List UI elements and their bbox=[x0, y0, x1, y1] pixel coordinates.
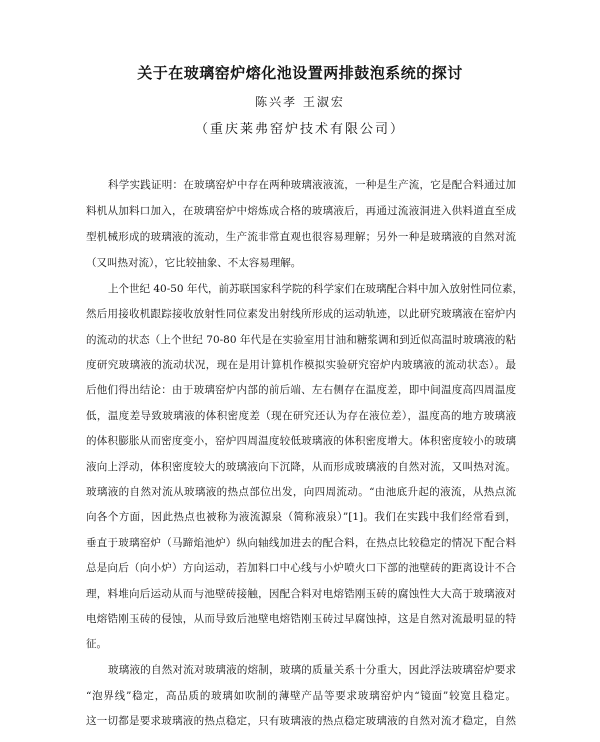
text-line: 的体积膨胀从而密度变小，窑炉四周温度较低玻璃液的体积密度增大。体积密度较小的玻璃 bbox=[86, 435, 516, 447]
page-title: 关于在玻璃窑炉熔化池设置两排鼓泡系统的探讨 bbox=[137, 64, 463, 82]
text-line: 科学实践证明：在玻璃窑炉中存在两种玻璃液液流，一种是生产流，它是配合料通过加 bbox=[108, 179, 516, 191]
text-line: 后他们得出结论：由于玻璃窑炉内部的前后端、左右侧存在温度差，即中间温度高四周温度 bbox=[86, 384, 516, 396]
text-line: 向各个方面，因此热点也被称为液流源泉（简称液泉）”[1]。我们在实践中我们经常看到， bbox=[86, 511, 516, 523]
text-line: 总是向后（向小炉）方向运动，若加料口中心线与小炉喷火口下部的池壁砖的距离设计不合 bbox=[86, 562, 516, 574]
text-line: （又叫热对流），它比较抽象、不太容易理解。 bbox=[86, 257, 302, 269]
text-line: 电熔锆刚玉砖的侵蚀，从而导致后池壁电熔锆刚玉砖过早腐蚀掉，这是自然对流最明显的特 bbox=[86, 613, 516, 625]
text-line: 料机从加料口加入，在玻璃窑炉中熔炼成合格的玻璃液后，再通过流液洞进入供料道直至成 bbox=[86, 205, 516, 217]
text-line: 上个世纪 40-50 年代，前苏联国家科学院的科学家们在玻璃配合料中加入放射性同位素， bbox=[108, 283, 523, 295]
text-line: 这一切都是要求玻璃液的热点稳定，只有玻璃液的热点稳定玻璃液的自然对流才稳定，自然 bbox=[86, 715, 516, 727]
text-line: “泡界线”稳定，高品质的玻璃如吹制的薄壁产品等要求玻璃窑炉内“镜面”较宽且稳定。 bbox=[86, 690, 516, 702]
text-line: 型机械形成的玻璃液的流动，生产流非常直观也很容易理解；另外一种是玻璃液的自然对流 bbox=[86, 231, 516, 243]
text-line: 玻璃液的自然对流从玻璃液的热点部位出发，向四周流动。“由池底升起的液流，从热点流 bbox=[86, 486, 516, 498]
text-line: 垂直于玻璃窑炉（马蹄焰池炉）纵向轴线加进去的配合料，在热点比较稳定的情况下配合料 bbox=[86, 537, 516, 549]
text-line: 度研究玻璃液的流动状况，现在是用计算机作模拟实验研究窑炉内玻璃液的流动状态）。最 bbox=[86, 359, 516, 371]
text-line: 液向上浮动，体积密度较大的玻璃液向下沉降，从而形成玻璃液的自然对流，又叫热对流。 bbox=[86, 461, 516, 473]
text-line: 低，温度差导致玻璃液的体积密度差（现在研究还认为存在液位差），温度高的地方玻璃液 bbox=[86, 410, 516, 422]
text-line: 理，料堆向后运动从而与池壁砖接触，因配合料对电熔锆刚玉砖的腐蚀性大大高于玻璃液对 bbox=[86, 588, 516, 600]
text-line: 然后用接收机跟踪接收放射性同位素发出射线所形成的运动轨迹，以此研究玻璃液在窑炉内 bbox=[86, 308, 516, 320]
affiliation: （重庆莱弗窑炉技术有限公司） bbox=[194, 122, 405, 137]
text-line: 玻璃液的自然对流对玻璃液的熔制，玻璃的质量关系十分重大，因此浮法玻璃窑炉要求 bbox=[108, 664, 516, 676]
authors: 陈兴孝 王淑宏 bbox=[255, 95, 345, 109]
text-line: 征。 bbox=[86, 638, 107, 650]
text-line: 的流动的状态（上个世纪 70-80 年代是在实验室用甘油和糖浆调和到近似高温时玻璃液的粘 bbox=[86, 334, 516, 346]
